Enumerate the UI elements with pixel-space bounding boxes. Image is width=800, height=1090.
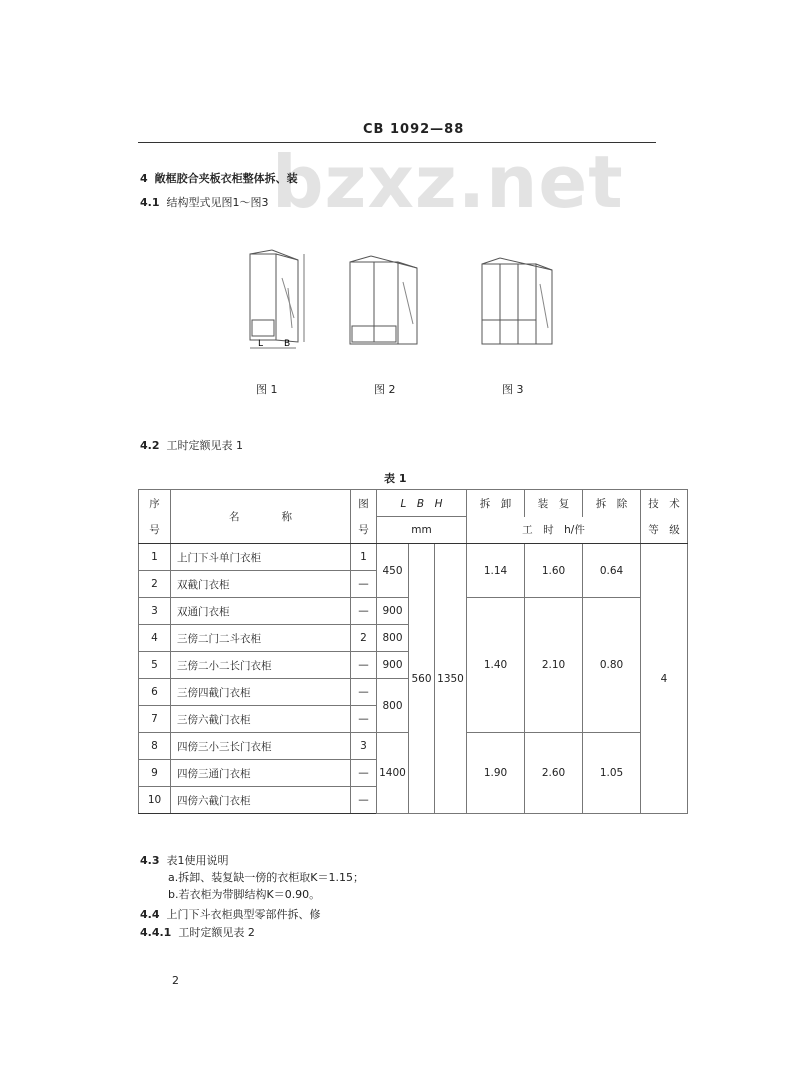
note-a: a.拆卸、装复缺一傍的衣柜取K＝1.15；	[168, 871, 364, 884]
figure-1-caption: 图 1	[256, 383, 278, 396]
tech-header-top: 技 术	[641, 490, 688, 517]
dim-l-label: L	[258, 339, 264, 349]
table-row: 3 双通门衣柜 — 900 1.40 2.10 0.80	[139, 598, 688, 625]
seq-header-top: 序	[139, 490, 171, 517]
document-code: CB 1092—88	[363, 122, 465, 137]
section-4-4: 4.4 上门下斗衣柜典型零部件拆、修	[140, 908, 321, 921]
disassembly-header: 拆 卸	[467, 490, 525, 517]
section-4-1: 4.1 结构型式见图1～图3	[140, 196, 269, 209]
labor-hours-table	[138, 489, 688, 814]
fig-header-top: 图	[351, 490, 377, 517]
tech-header-bottom: 等 级	[641, 517, 688, 544]
table-row: 6 三傍四截门衣柜 — 800	[139, 679, 688, 706]
dims-header: L B H	[377, 490, 467, 517]
assembly-header: 装 复	[525, 490, 583, 517]
time-unit-header: 工 时 h/件	[467, 517, 641, 544]
figure-1-wardrobe	[240, 248, 320, 358]
section-4-4-1: 4.4.1 工时定额见表 2	[140, 926, 255, 939]
table-row: 10 四傍六截门衣柜 —	[139, 787, 688, 814]
name-header: 名 称	[171, 490, 351, 544]
table-row: 1 上门下斗单门衣柜 1 450 560 1350 1.14 1.60 0.64 4	[139, 544, 688, 571]
unit-header: mm	[377, 517, 467, 544]
removal-header: 拆 除	[583, 490, 641, 517]
table-row: 9 四傍三通门衣柜 —	[139, 760, 688, 787]
table-caption: 表 1	[384, 472, 407, 485]
figure-2-caption: 图 2	[374, 383, 396, 396]
table-row: 7 三傍六截门衣柜 —	[139, 706, 688, 733]
figure-3-wardrobe	[478, 256, 558, 348]
watermark: bzxz.net	[272, 140, 624, 224]
page-number: 2	[172, 974, 179, 987]
dim-b-label: B	[284, 339, 291, 349]
table-row: 5 三傍二小二长门衣柜 — 900	[139, 652, 688, 679]
table-row: 4 三傍二门二斗衣柜 2 800	[139, 625, 688, 652]
section-4: 4 敞框胶合夹板衣柜整体拆、装	[140, 172, 298, 185]
section-4-2: 4.2 工时定额见表 1	[140, 439, 243, 452]
table-row: 2 双截门衣柜 —	[139, 571, 688, 598]
figure-3-caption: 图 3	[502, 383, 524, 396]
figure-2-wardrobe	[345, 254, 425, 350]
note-b: b.若衣柜为带脚结构K＝0.90。	[168, 888, 321, 901]
section-4-3: 4.3 表1使用说明	[140, 854, 229, 867]
fig-header-bottom: 号	[351, 517, 377, 544]
seq-header-bottom: 号	[139, 517, 171, 544]
table-row: 8 四傍三小三长门衣柜 3 1400 1.90 2.60 1.05	[139, 733, 688, 760]
